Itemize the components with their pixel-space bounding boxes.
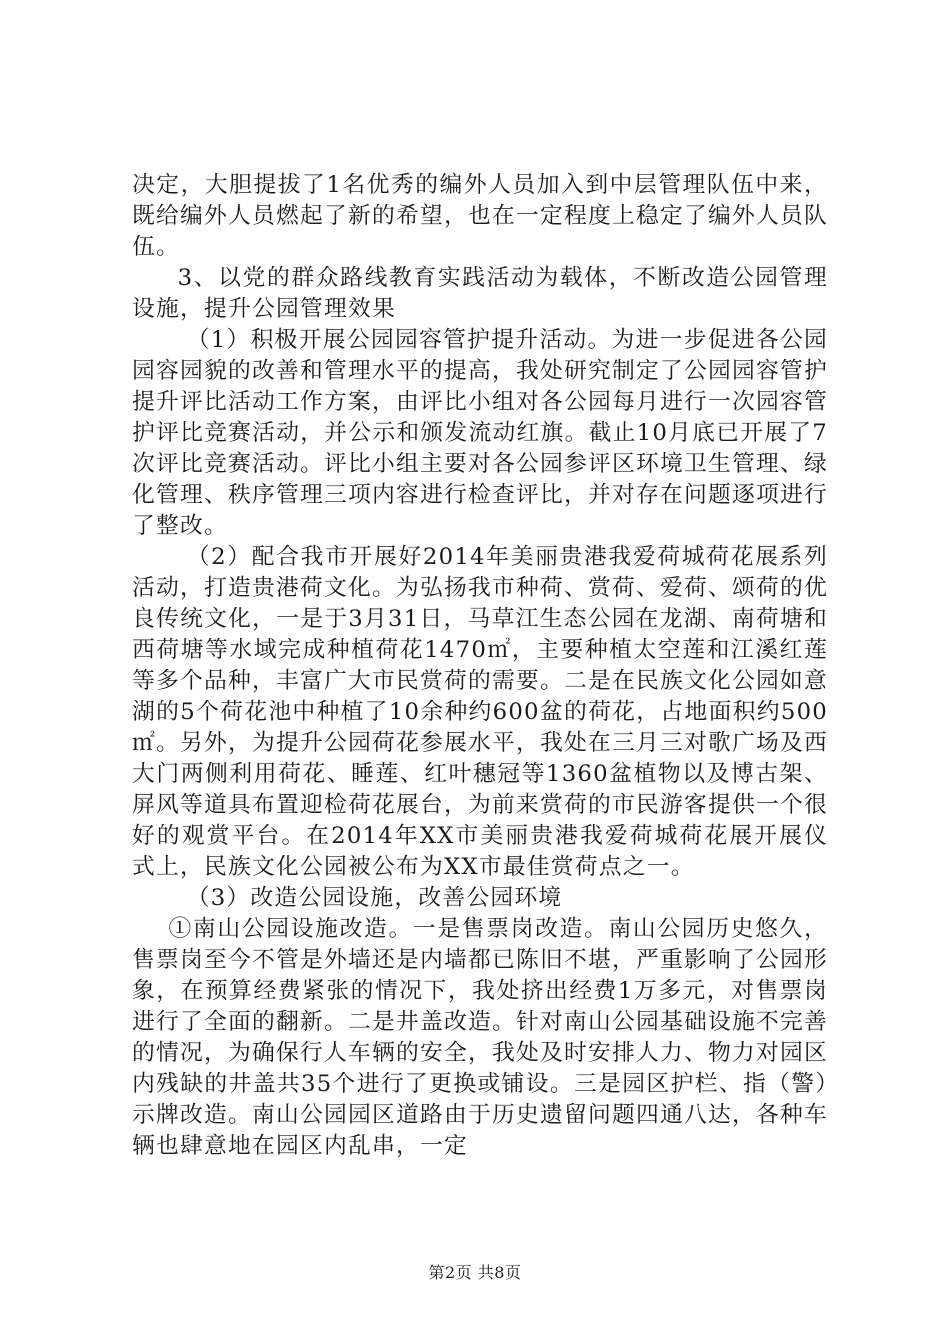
paragraph-nanshan-park: ①南山公园设施改造。一是售票岗改造。南山公园历史悠久，售票岗至今不管是外墙还是内墙都已陈旧不堪，严重影响了公园形象，在预算经费紧张的情况下，我处挤出经费1万多元，对售票岗进行了全面的翻新。二是井盖改造。针对南山公园基础设施不完善的情况，为确保行人车辆的安全，我处及时安排人力、物力对园区内残缺的井盖共35个进行了更换或铺设。三是园区护栏、指（警）示牌改造。南山公园园区道路由于历史遗留问题四通八达，各种车辆也肆意地在园区内乱串，一定 bbox=[132, 916, 828, 1159]
paragraph-item-2: （2）配合我市开展好2014年美丽贵港我爱荷城荷花展系列活动，打造贵港荷文化。为弘扬我市种荷、赏荷、爱荷、颂荷的优良传统文化，一是于3月31日，马草江生态公园在龙湖、南荷塘和西荷塘等水域完成种植荷花1470㎡，主要种植太空莲和江溪红莲等多个品种，丰富广大市民赏荷的需要。二是在民族文化公园如意湖的5个荷花池中种植了10余种约600盆的荷花，占地面积约500㎡。另外，为提升公园荷花参展水平，我处在三月三对歌广场及西大门两侧利用荷花、睡莲、红叶穗冠等1360盆植物以及博古架、屏风等道具布置迎检荷花展台，为前来赏荷的市民游客提供一个很好的观赏平台。在2014年XX市美丽贵港我爱荷城荷花展开展仪式上，民族文化公园被公布为XX市最佳赏荷点之一。 bbox=[132, 544, 828, 880]
section-heading-3: 3、以党的群众路线教育实践活动为载体，不断改造公园管理设施，提升公园管理效果 bbox=[132, 265, 828, 322]
subheading-item-3: （3）改造公园设施，改善公园环境 bbox=[186, 885, 563, 911]
document-body bbox=[132, 170, 828, 1162]
page-number-footer: 第2页 共8页 bbox=[428, 1263, 522, 1282]
paragraph-item-1: （1）积极开展公园园容管护提升活动。为进一步促进各公园园容园貌的改善和管理水平的提高，我处研究制定了公园园容管护提升评比活动工作方案，由评比小组对各公园每月进行一次园容管护评比竞赛活动，并公示和颁发流动红旗。截止10月底已开展了7次评比竞赛活动。评比小组主要对各公园参评区环境卫生管理、绿化管理、秩序管理三项内容进行检查评比，并对存在问题逐项进行了整改。 bbox=[132, 327, 828, 539]
paragraph-continuation: 决定，大胆提拔了1名优秀的编外人员加入到中层管理队伍中来，既给编外人员燃起了新的希望，也在一定程度上稳定了编外人员队伍。 bbox=[132, 172, 828, 260]
